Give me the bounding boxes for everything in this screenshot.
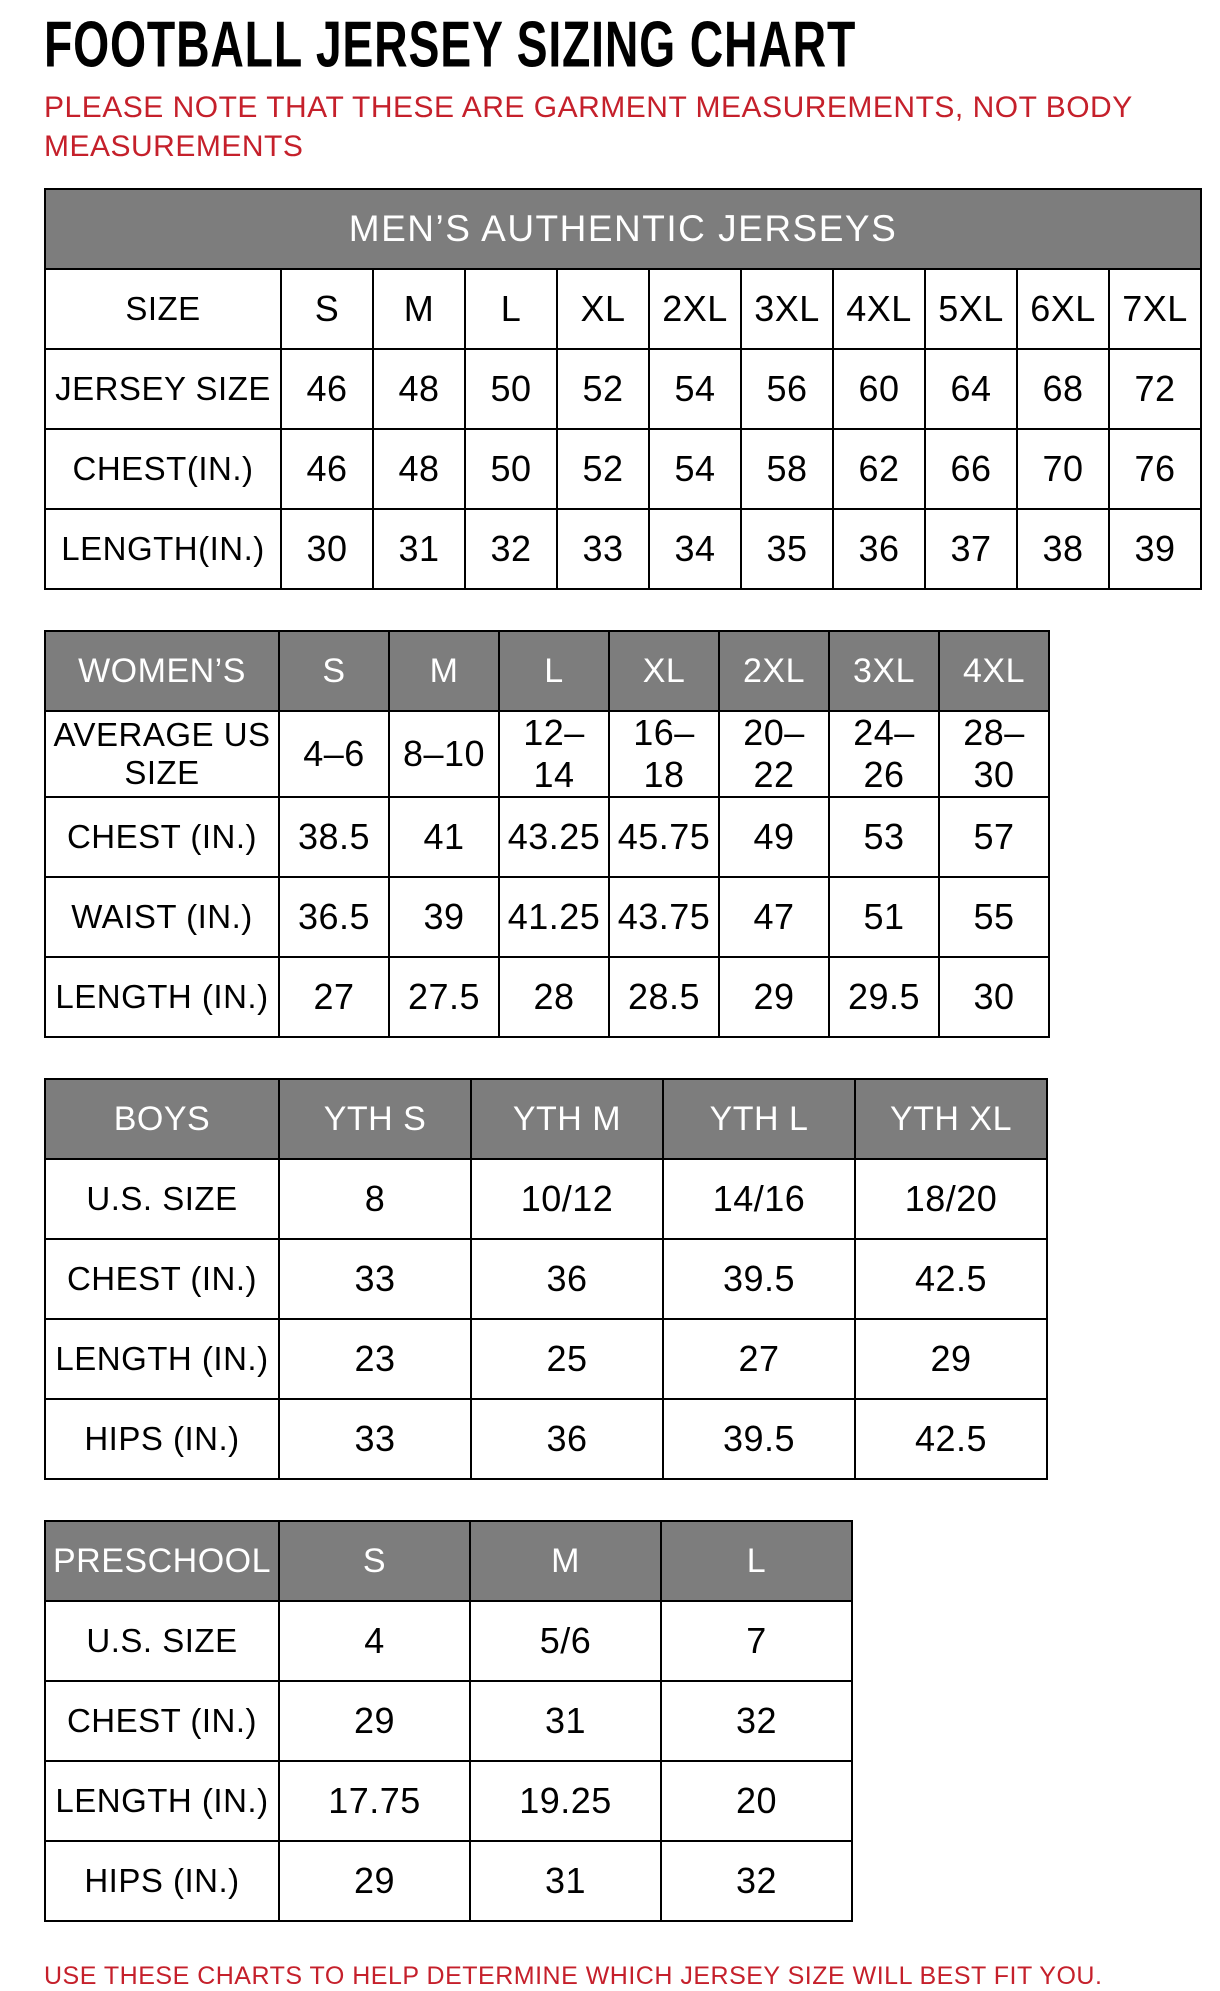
womens-value-cell: 28 — [499, 957, 609, 1037]
preschool-row — [45, 1761, 852, 1841]
boys-value-cell: 18/20 — [855, 1159, 1047, 1239]
preschool-size-header: L — [661, 1521, 852, 1601]
mens-value-cell: 46 — [281, 429, 373, 509]
boys-value-cell: 33 — [279, 1239, 471, 1319]
preschool-value-cell: 29 — [279, 1841, 470, 1921]
boys-value-cell: 33 — [279, 1399, 471, 1479]
mens-value-cell: 50 — [465, 349, 557, 429]
womens-value-cell: 4–6 — [279, 711, 389, 797]
mens-value-cell: 32 — [465, 509, 557, 589]
boys-value-cell: 36 — [471, 1399, 663, 1479]
mens-value-cell: 37 — [925, 509, 1017, 589]
mens-value-cell: 76 — [1109, 429, 1201, 509]
preschool-row-label: U.S. SIZE — [45, 1601, 279, 1681]
preschool-header-row — [45, 1521, 852, 1601]
preschool-value-cell: 5/6 — [470, 1601, 661, 1681]
mens-value-cell: 38 — [1017, 509, 1109, 589]
womens-value-cell: 8–10 — [389, 711, 499, 797]
womens-size-header: M — [389, 631, 499, 711]
mens-value-cell: 7XL — [1109, 269, 1201, 349]
womens-row — [45, 797, 1049, 877]
mens-authentic-jerseys-table — [44, 188, 1202, 590]
preschool-header-label: PRESCHOOL — [45, 1521, 279, 1601]
mens-row-label: SIZE — [45, 269, 281, 349]
preschool-value-cell: 31 — [470, 1841, 661, 1921]
mens-value-cell: 34 — [649, 509, 741, 589]
boys-value-cell: 42.5 — [855, 1239, 1047, 1319]
mens-value-cell: 52 — [557, 429, 649, 509]
mens-value-cell: 46 — [281, 349, 373, 429]
womens-value-cell: 24–26 — [829, 711, 939, 797]
womens-row — [45, 711, 1049, 797]
boys-row-label: HIPS (IN.) — [45, 1399, 279, 1479]
womens-value-cell: 27 — [279, 957, 389, 1037]
preschool-row-label: CHEST (IN.) — [45, 1681, 279, 1761]
womens-value-cell: 30 — [939, 957, 1049, 1037]
womens-value-cell: 27.5 — [389, 957, 499, 1037]
boys-value-cell: 25 — [471, 1319, 663, 1399]
boys-size-header: YTH M — [471, 1079, 663, 1159]
womens-value-cell: 43.25 — [499, 797, 609, 877]
preschool-value-cell: 31 — [470, 1681, 661, 1761]
womens-value-cell: 38.5 — [279, 797, 389, 877]
boys-value-cell: 39.5 — [663, 1239, 855, 1319]
boys-value-cell: 39.5 — [663, 1399, 855, 1479]
footer-note: USE THESE CHARTS TO HELP DETERMINE WHICH JERSEY SIZE WILL BEST FIT YOU. — [44, 1962, 1103, 1990]
boys-row-label: CHEST (IN.) — [45, 1239, 279, 1319]
mens-value-cell: 6XL — [1017, 269, 1109, 349]
mens-value-cell: 56 — [741, 349, 833, 429]
boys-value-cell: 42.5 — [855, 1399, 1047, 1479]
womens-value-cell: 28.5 — [609, 957, 719, 1037]
womens-row-label: AVERAGE US SIZE — [45, 711, 279, 797]
mens-value-cell: 4XL — [833, 269, 925, 349]
garment-measurements-note: PLEASE NOTE THAT THESE ARE GARMENT MEASUREMENTS, NOT BODY MEASUREMENTS — [44, 91, 1133, 163]
womens-value-cell: 36.5 — [279, 877, 389, 957]
boys-row — [45, 1159, 1047, 1239]
womens-header-row — [45, 631, 1049, 711]
boys-size-header: YTH S — [279, 1079, 471, 1159]
mens-value-cell: 68 — [1017, 349, 1109, 429]
mens-value-cell: 54 — [649, 429, 741, 509]
mens-value-cell: 66 — [925, 429, 1017, 509]
womens-row — [45, 877, 1049, 957]
mens-value-cell: L — [465, 269, 557, 349]
boys-value-cell: 8 — [279, 1159, 471, 1239]
boys-row — [45, 1399, 1047, 1479]
preschool-value-cell: 20 — [661, 1761, 852, 1841]
preschool-value-cell: 7 — [661, 1601, 852, 1681]
womens-value-cell: 16–18 — [609, 711, 719, 797]
mens-row — [45, 509, 1201, 589]
womens-size-header: 2XL — [719, 631, 829, 711]
mens-value-cell: 52 — [557, 349, 649, 429]
mens-value-cell: 39 — [1109, 509, 1201, 589]
mens-value-cell: 2XL — [649, 269, 741, 349]
mens-value-cell: 48 — [373, 429, 465, 509]
mens-value-cell: M — [373, 269, 465, 349]
boys-value-cell: 29 — [855, 1319, 1047, 1399]
womens-value-cell: 12–14 — [499, 711, 609, 797]
boys-header-label: BOYS — [45, 1079, 279, 1159]
mens-value-cell: S — [281, 269, 373, 349]
boys-value-cell: 14/16 — [663, 1159, 855, 1239]
womens-size-header: XL — [609, 631, 719, 711]
mens-value-cell: 62 — [833, 429, 925, 509]
preschool-value-cell: 32 — [661, 1681, 852, 1761]
preschool-size-header: M — [470, 1521, 661, 1601]
mens-value-cell: 33 — [557, 509, 649, 589]
boys-value-cell: 10/12 — [471, 1159, 663, 1239]
womens-value-cell: 29.5 — [829, 957, 939, 1037]
mens-value-cell: 54 — [649, 349, 741, 429]
preschool-row — [45, 1681, 852, 1761]
preschool-row-label: LENGTH (IN.) — [45, 1761, 279, 1841]
boys-size-header: YTH L — [663, 1079, 855, 1159]
boys-value-cell: 36 — [471, 1239, 663, 1319]
preschool-sizing-table — [44, 1520, 853, 1922]
womens-value-cell: 28–30 — [939, 711, 1049, 797]
mens-row-label: CHEST(IN.) — [45, 429, 281, 509]
mens-row — [45, 349, 1201, 429]
womens-size-header: 4XL — [939, 631, 1049, 711]
womens-value-cell: 39 — [389, 877, 499, 957]
preschool-row-label: HIPS (IN.) — [45, 1841, 279, 1921]
preschool-row — [45, 1841, 852, 1921]
womens-value-cell: 41.25 — [499, 877, 609, 957]
womens-value-cell: 29 — [719, 957, 829, 1037]
preschool-value-cell: 4 — [279, 1601, 470, 1681]
mens-value-cell: 5XL — [925, 269, 1017, 349]
mens-value-cell: 70 — [1017, 429, 1109, 509]
womens-row-label: LENGTH (IN.) — [45, 957, 279, 1037]
womens-value-cell: 51 — [829, 877, 939, 957]
mens-banner-row — [45, 189, 1201, 269]
womens-value-cell: 45.75 — [609, 797, 719, 877]
boys-value-cell: 23 — [279, 1319, 471, 1399]
boys-size-header: YTH XL — [855, 1079, 1047, 1159]
mens-row — [45, 269, 1201, 349]
preschool-row — [45, 1601, 852, 1681]
mens-value-cell: 30 — [281, 509, 373, 589]
womens-size-header: S — [279, 631, 389, 711]
womens-value-cell: 53 — [829, 797, 939, 877]
mens-value-cell: 60 — [833, 349, 925, 429]
mens-value-cell: 50 — [465, 429, 557, 509]
mens-value-cell: 58 — [741, 429, 833, 509]
womens-sizing-table — [44, 630, 1050, 1038]
womens-value-cell: 57 — [939, 797, 1049, 877]
womens-size-header: L — [499, 631, 609, 711]
preschool-size-header: S — [279, 1521, 470, 1601]
boys-header-row — [45, 1079, 1047, 1159]
mens-row-label: LENGTH(IN.) — [45, 509, 281, 589]
page-title: FOOTBALL JERSEY SIZING CHART — [44, 8, 857, 81]
womens-header-label: WOMEN’S — [45, 631, 279, 711]
preschool-value-cell: 19.25 — [470, 1761, 661, 1841]
preschool-value-cell: 29 — [279, 1681, 470, 1761]
womens-row-label: WAIST (IN.) — [45, 877, 279, 957]
mens-row — [45, 429, 1201, 509]
preschool-value-cell: 32 — [661, 1841, 852, 1921]
mens-value-cell: 64 — [925, 349, 1017, 429]
womens-value-cell: 43.75 — [609, 877, 719, 957]
womens-row-label: CHEST (IN.) — [45, 797, 279, 877]
womens-value-cell: 20–22 — [719, 711, 829, 797]
mens-banner: MEN’S AUTHENTIC JERSEYS — [45, 189, 1201, 269]
boys-sizing-table — [44, 1078, 1048, 1480]
boys-value-cell: 27 — [663, 1319, 855, 1399]
mens-value-cell: 3XL — [741, 269, 833, 349]
preschool-value-cell: 17.75 — [279, 1761, 470, 1841]
mens-value-cell: 31 — [373, 509, 465, 589]
womens-value-cell: 41 — [389, 797, 499, 877]
womens-value-cell: 47 — [719, 877, 829, 957]
boys-row-label: U.S. SIZE — [45, 1159, 279, 1239]
mens-row-label: JERSEY SIZE — [45, 349, 281, 429]
boys-row-label: LENGTH (IN.) — [45, 1319, 279, 1399]
womens-row — [45, 957, 1049, 1037]
womens-value-cell: 49 — [719, 797, 829, 877]
boys-row — [45, 1319, 1047, 1399]
mens-value-cell: XL — [557, 269, 649, 349]
mens-value-cell: 72 — [1109, 349, 1201, 429]
womens-size-header: 3XL — [829, 631, 939, 711]
mens-value-cell: 35 — [741, 509, 833, 589]
mens-value-cell: 48 — [373, 349, 465, 429]
womens-value-cell: 55 — [939, 877, 1049, 957]
mens-value-cell: 36 — [833, 509, 925, 589]
boys-row — [45, 1239, 1047, 1319]
